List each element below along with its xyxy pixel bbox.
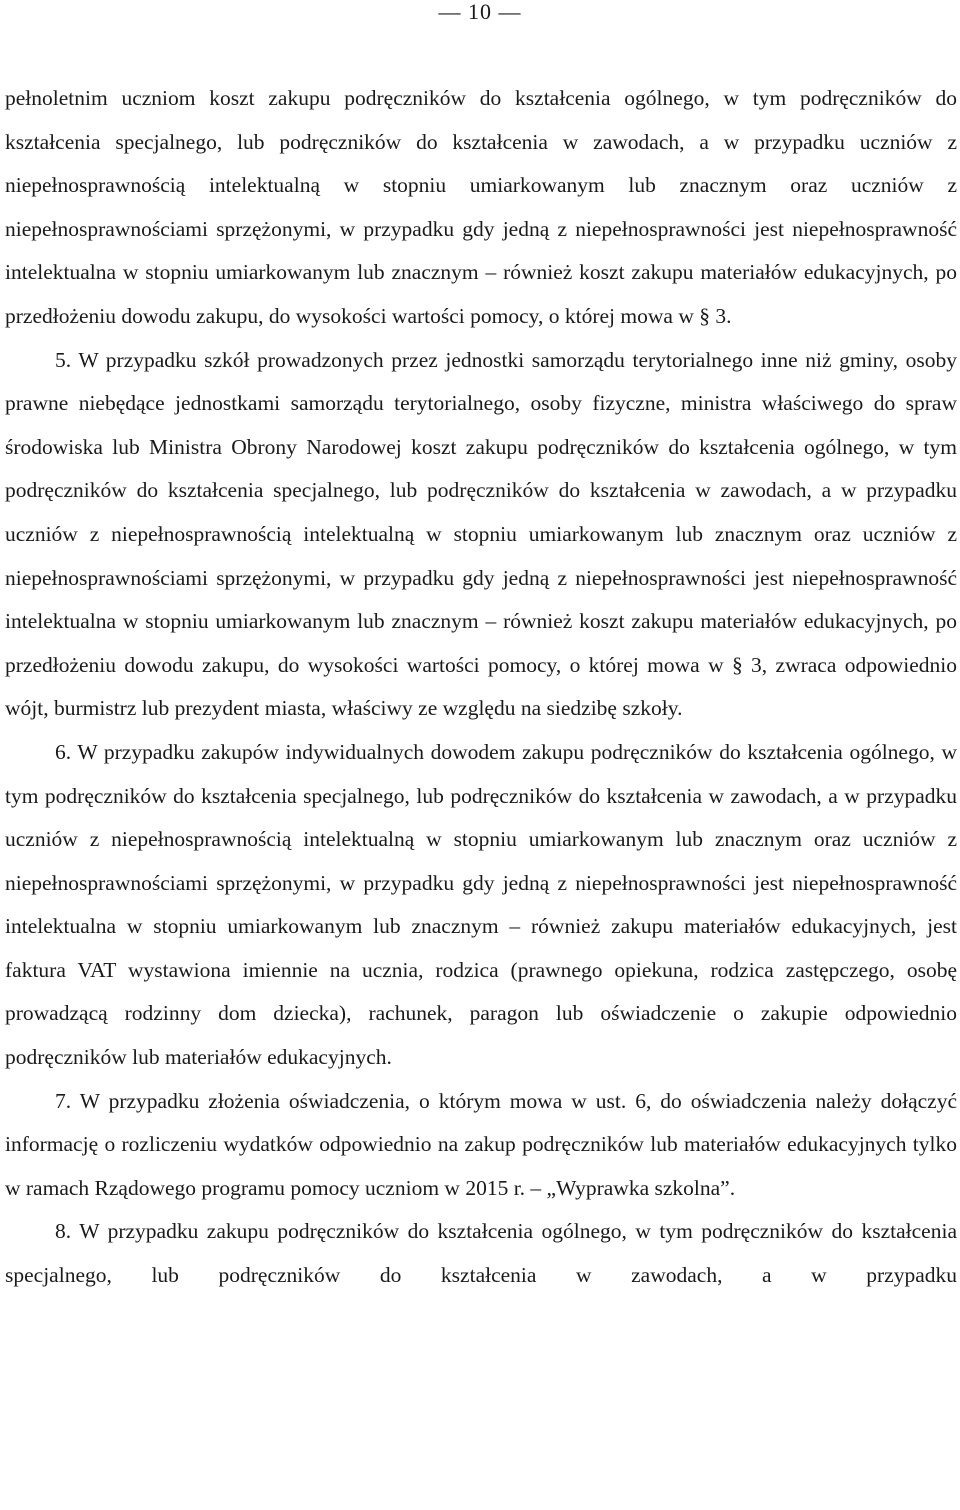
- page-number: — 10 —: [438, 0, 522, 24]
- paragraph-8: 8. W przypadku zakupu podręczników do kształcenia ogólnego, w tym podręczników do kształcenia specjalnego, lub podręczników do kształcenia w zawodach, a w przypadku: [5, 1219, 957, 1288]
- document-body: [5, 77, 957, 1298]
- paragraph-7: 7. W przypadku złożenia oświadczenia, o którym mowa w ust. 6, do oświadczenia należy dołączyć informację o rozliczeniu wydatków odpowiednio na zakup podręczników lub materiałów edukacyjnych tylko w ramach Rządowego programu pomocy uczniom w 2015 r. – „Wyprawka szkolna”.: [5, 1088, 957, 1200]
- paragraph-continuation: pełnoletnim uczniom koszt zakupu podręczników do kształcenia ogólnego, w tym podręczników do kształcenia specjalnego, lub podręczników do kształcenia w zawodach, a w przypadku uczniów z niepełnosprawnością intelektualną w stopniu umiarkowanym lub znacznym oraz uczniów z niepełnosprawnościami sprzężonymi, w przypadku gdy jedną z niepełnosprawności jest niepełnosprawność intelektualna w stopniu umiarkowanym lub znacznym – również koszt zakupu materiałów edukacyjnych, po przedłożeniu dowodu zakupu, do wysokości wartości pomocy, o której mowa w § 3.: [5, 86, 957, 328]
- paragraph-5: 5. W przypadku szkół prowadzonych przez jednostki samorządu terytorialnego inne niż gminy, osoby prawne niebędące jednostkami samorządu terytorialnego, osoby fizyczne, ministra właściwego do spraw środowiska lub Ministra Obrony Narodowej koszt zakupu podręczników do kształcenia ogólnego, w tym podręczników do kształcenia specjalnego, lub podręczników do kształcenia w zawodach, a w przypadku uczniów z niepełnosprawnością intelektualną w stopniu umiarkowanym lub znacznym oraz uczniów z niepełnosprawnościami sprzężonymi, w przypadku gdy jedną z niepełnosprawności jest niepełnosprawność intelektualna w stopniu umiarkowanym lub znacznym – również koszt zakupu materiałów edukacyjnych, po przedłożeniu dowodu zakupu, do wysokości wartości pomocy, o której mowa w § 3, zwraca odpowiednio wójt, burmistrz lub prezydent miasta, właściwy ze względu na siedzibę szkoły.: [5, 347, 957, 721]
- paragraph-6: 6. W przypadku zakupów indywidualnych dowodem zakupu podręczników do kształcenia ogólnego, w tym podręczników do kształcenia specjalnego, lub podręczników do kształcenia w zawodach, a w przypadku uczniów z niepełnosprawnością intelektualną w stopniu umiarkowanym lub znacznym oraz uczniów z niepełnosprawnościami sprzężonymi, w przypadku gdy jedną z niepełnosprawności jest niepełnosprawność intelektualna w stopniu umiarkowanym lub znacznym – również zakupu materiałów edukacyjnych, jest faktura VAT wystawiona imiennie na ucznia, rodzica (prawnego opiekuna, rodzica zastępczego, osobę prowadzącą rodzinny dom dziecka), rachunek, paragon lub oświadczenie o zakupie odpowiednio podręczników lub materiałów edukacyjnych.: [5, 739, 957, 1070]
